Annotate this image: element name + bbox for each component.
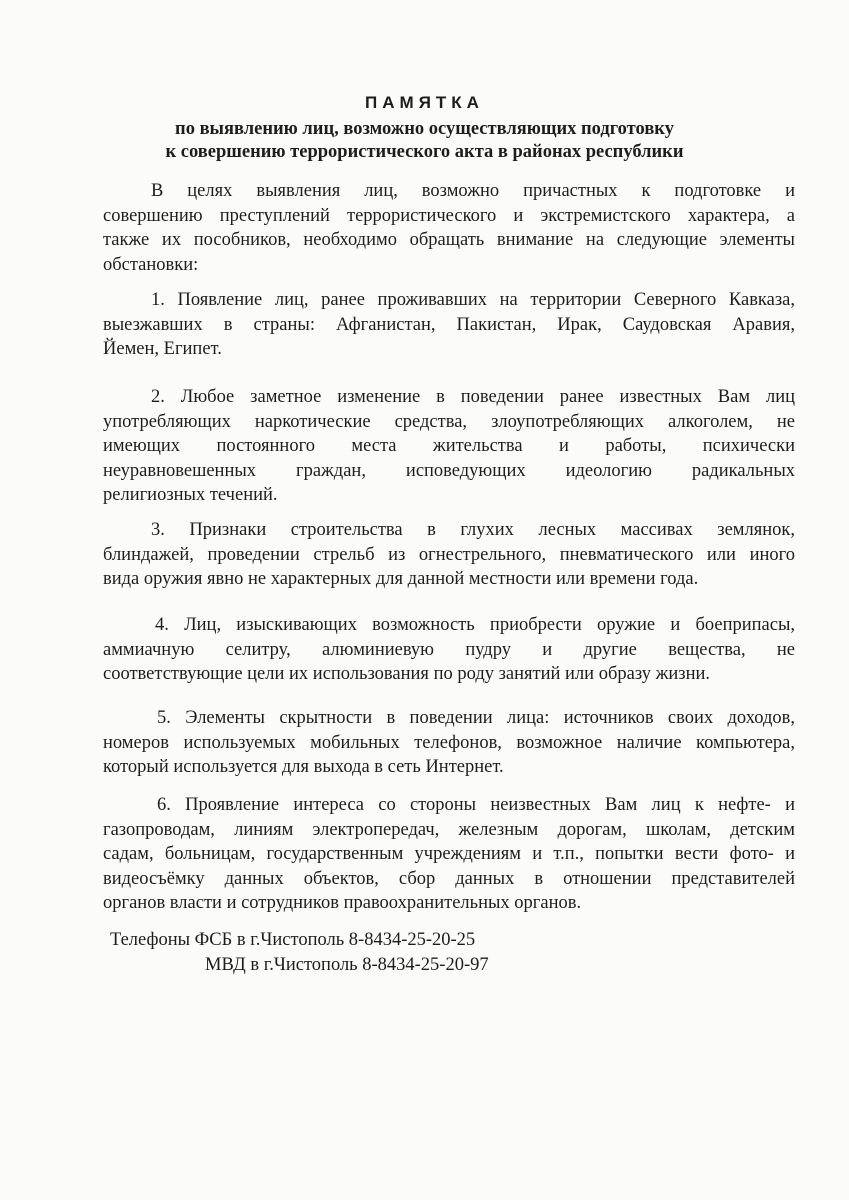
- list-item-5: [103, 706, 795, 780]
- text-line: 4. Лиц, изыскивающих возможность приобрести оружие и боеприпасы,: [155, 615, 795, 635]
- phone-fsb: Телефоны ФСБ в г.Чистополь 8-8434-25-20-25: [110, 930, 476, 950]
- text-line: Йемен, Египет.: [103, 339, 222, 359]
- text-line: 3. Признаки строительства в глухих лесных массивах землянок,: [151, 520, 795, 540]
- text-line: 5. Элементы скрытности в поведении лица: источников своих доходов,: [157, 708, 795, 728]
- text-line: который используется для выхода в сеть Интернет.: [103, 757, 504, 777]
- text-line: выезжавших в страны: Афганистан, Пакистан, Ирак, Саудовская Аравия,: [103, 314, 795, 335]
- text-line: имеющих постоянного места жительства и работы, психически: [103, 436, 795, 456]
- text-line: органов власти и сотрудников правоохранительных органов.: [103, 893, 582, 913]
- text-line: номеров используемых мобильных телефонов, возможное наличие компьютера,: [103, 732, 795, 753]
- text-line: неуравновешенных граждан, исповедующих идеологию радикальных: [103, 460, 795, 481]
- text-line: аммиачную селитру, алюминиевую пудру и другие вещества, не: [103, 639, 795, 660]
- document-subtitle-line-2: к совершению террористического акта в районах республики: [165, 142, 684, 162]
- list-item-6: [103, 793, 795, 916]
- text-line: соответствующие цели их использования по роду занятий или образу жизни.: [103, 664, 711, 684]
- text-line: употребляющих наркотические средства, злоупотребляющих алкоголем, не: [103, 411, 795, 432]
- text-line: В целях выявления лиц, возможно причастных к подготовке и: [151, 181, 795, 201]
- text-line: блиндажей, проведении стрельб из огнестрельного, пневматического или иного: [103, 544, 795, 565]
- document-title: ПАМЯТКА: [365, 93, 484, 112]
- list-item-3: [103, 518, 795, 592]
- intro-paragraph: [103, 179, 795, 277]
- text-line: 1. Появление лиц, ранее проживавших на территории Северного Кавказа,: [151, 290, 795, 310]
- list-item-2: [103, 385, 795, 508]
- text-line: 2. Любое заметное изменение в поведении ранее известных Вам лиц: [151, 387, 795, 407]
- text-line: видеосъёмку данных объектов, сбор данных в отношении представителей: [103, 868, 795, 889]
- text-line: обстановки:: [103, 254, 199, 275]
- phone-mvd: МВД в г.Чистополь 8-8434-25-20-97: [205, 955, 489, 975]
- text-line: совершению преступлений террористического и экстремистского характера, а: [103, 205, 795, 226]
- list-item-1: [103, 288, 795, 362]
- text-line: газопроводам, линиям электропередач, железным дорогам, школам, детским: [103, 819, 795, 840]
- list-item-4: [103, 613, 795, 687]
- text-line: религиозных течений.: [103, 485, 278, 505]
- text-line: 6. Проявление интереса со стороны неизвестных Вам лиц к нефте- и: [157, 795, 795, 815]
- text-line: также их пособников, необходимо обращать внимание на следующие элементы: [103, 230, 795, 250]
- document-subtitle-line-1: по выявлению лиц, возможно осуществляющих подготовку: [175, 119, 674, 139]
- text-line: вида оружия явно не характерных для данной местности или времени года.: [103, 569, 699, 589]
- text-line: садам, больницам, государственным учреждениям и т.п., попытки вести фото- и: [103, 844, 795, 864]
